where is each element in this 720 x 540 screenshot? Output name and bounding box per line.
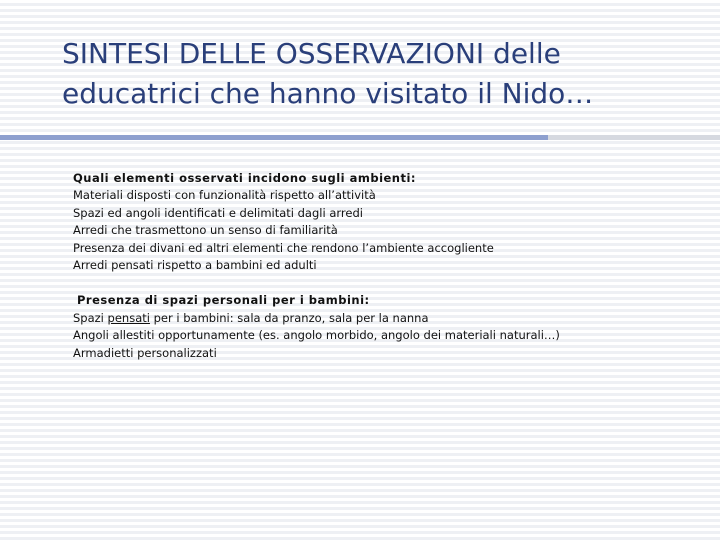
section-2-item-1-pre: Spazi: [73, 310, 108, 325]
section-2-item-1: [73, 310, 693, 327]
section-1-item-1: Materiali disposti con funzionalità rispetto all’attività: [73, 188, 376, 203]
section-2-item-3: Armadietti personalizzati: [73, 345, 217, 360]
slide-title: [62, 34, 702, 114]
section-gap: [73, 274, 693, 292]
slide-body: [73, 170, 693, 362]
section-1-item-5: Arredi pensati rispetto a bambini ed adulti: [73, 258, 317, 273]
section-1-item-3: Arredi che trasmettono un senso di familiarità: [73, 223, 338, 238]
slide-title-line-1: SINTESI DELLE OSSERVAZIONI delle: [62, 37, 561, 70]
title-divider-gray: [548, 135, 720, 140]
title-divider-blue: [0, 135, 548, 140]
section-2-item-2: Angoli allestiti opportunamente (es. angolo morbido, angolo dei materiali naturali…): [73, 328, 560, 343]
section-1-item-2: Spazi ed angoli identificati e delimitati dagli arredi: [73, 205, 363, 220]
section-2-heading: Presenza di spazi personali per i bambini:: [77, 293, 370, 308]
section-2-item-1-post: per i bambini: sala da pranzo, sala per la nanna: [149, 310, 429, 325]
section-1-heading: Quali elementi osservati incidono sugli ambienti:: [73, 171, 417, 185]
section-1-item-4: Presenza dei divani ed altri elementi che rendono l’ambiente accogliente: [73, 240, 494, 255]
section-2-item-1-underlined: pensati: [107, 310, 150, 325]
slide-title-line-2: educatrici che hanno visitato il Nido…: [62, 77, 594, 110]
